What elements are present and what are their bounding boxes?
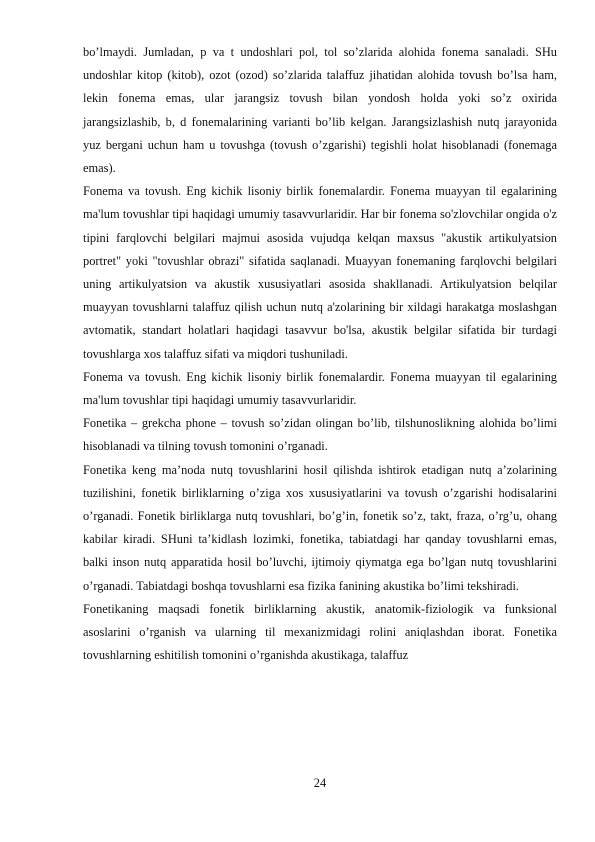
paragraph-2: Fonema va tovush. Eng kichik lisoniy birlik fonemalardir. Fonema muayyan til egalarining ma'lum tovushlar tipi haqidagi umumiy tasavvurlaridir. Har bir fonema so'zlovchilar ongida o'z tipini farqlovchi belgilari majmui asosida vujudqa kelqan maxsus "akustik artikulyatsion portret" yoki "tovushlar obrazi" sifatida saqlanadi. Muayyan fonemaning farqlovchi belgilari uning artikulyatsion va akustik xususiyatlari asosida shakllanadi. Artikulyatsion belqilar muayyan tovushlarni talaffuz qilish uchun nutq a'zolarining bir xildagi harakatga moslashgan avtomatik, standart holatlari haqidagi tasavvur bo'lsa, akustik belgilar sifatida bir turdagi tovushlarga xos talaffuz sifati va miqdori tushuniladi. bbox=[83, 184, 557, 361]
paragraph-5: Fonetika keng ma’noda nutq tovushlarini hosil qilishda ishtirok etadigan nutq a’zolarining tuzilishini, fonetik birliklarning o’ziga xos xususiyatlarini va tovush o’zgarishi hodisalarini o’rganadi. Fonetik birliklarga nutq tovushlari, bo’g’in, fonetik so’z, takt, fraza, o’rg’u, ohang kabilar kiradi. SHuni ta’kidlash lozimki, fonetika, tabiatdagi har qanday tovushlarni emas, balki inson nutq apparatida hosil bo’luvchi, ijtimoiy qiymatga ega bo’lgan nutq tovushlarini o’rganadi. Tabiatdagi boshqa tovushlarni esa fizika fanining akustika bo’limi tekshiradi. bbox=[83, 462, 557, 593]
paragraph-6: Fonetikaning maqsadi fonetik birliklarning akustik, anatomik-fiziologik va funksional asoslarini o’rganish va ularning til mexanizmidagi rolini aniqlashdan iborat. Fonetika tovushlarning eshitilish tomonini o’rganishda akustikaga, talaffuz bbox=[83, 601, 557, 663]
paragraph-1: bo’lmaydi. Jumladan, p va t undoshlari pol, tol so’zlarida alohida fonema sanaladi. SHu undoshlar kitop (kitob), ozot (ozod) so’zlarida talaffuz jihatidan alohida tovush bo’lsa ham, lekin fonema emas, ular jarangsiz tovush bilan yondosh holda yoki so’z oxirida jarangsizlashib, b, d fonemalarining varianti bo’lib kelgan. Jarangsizlashish nutq jarayonida yuz bergani uchun ham u tovushga (tovush o’zgarishi) tegishli holat hisoblanadi (fonemaga emas). bbox=[83, 45, 557, 176]
paragraph-4: Fonetika – grekcha phone – tovush so’zidan olingan bo’lib, tilshunoslikning alohida bo’limi hisoblanadi va tilning tovush tomonini o’rganadi. bbox=[83, 416, 557, 454]
page-number: 24 bbox=[313, 776, 327, 790]
page-body bbox=[83, 41, 557, 667]
paragraph-3: Fonema va tovush. Eng kichik lisoniy birlik fonemalardir. Fonema muayyan til egalarining ma'lum tovushlar tipi haqidagi umumiy tasavvurlaridir. bbox=[83, 369, 557, 408]
